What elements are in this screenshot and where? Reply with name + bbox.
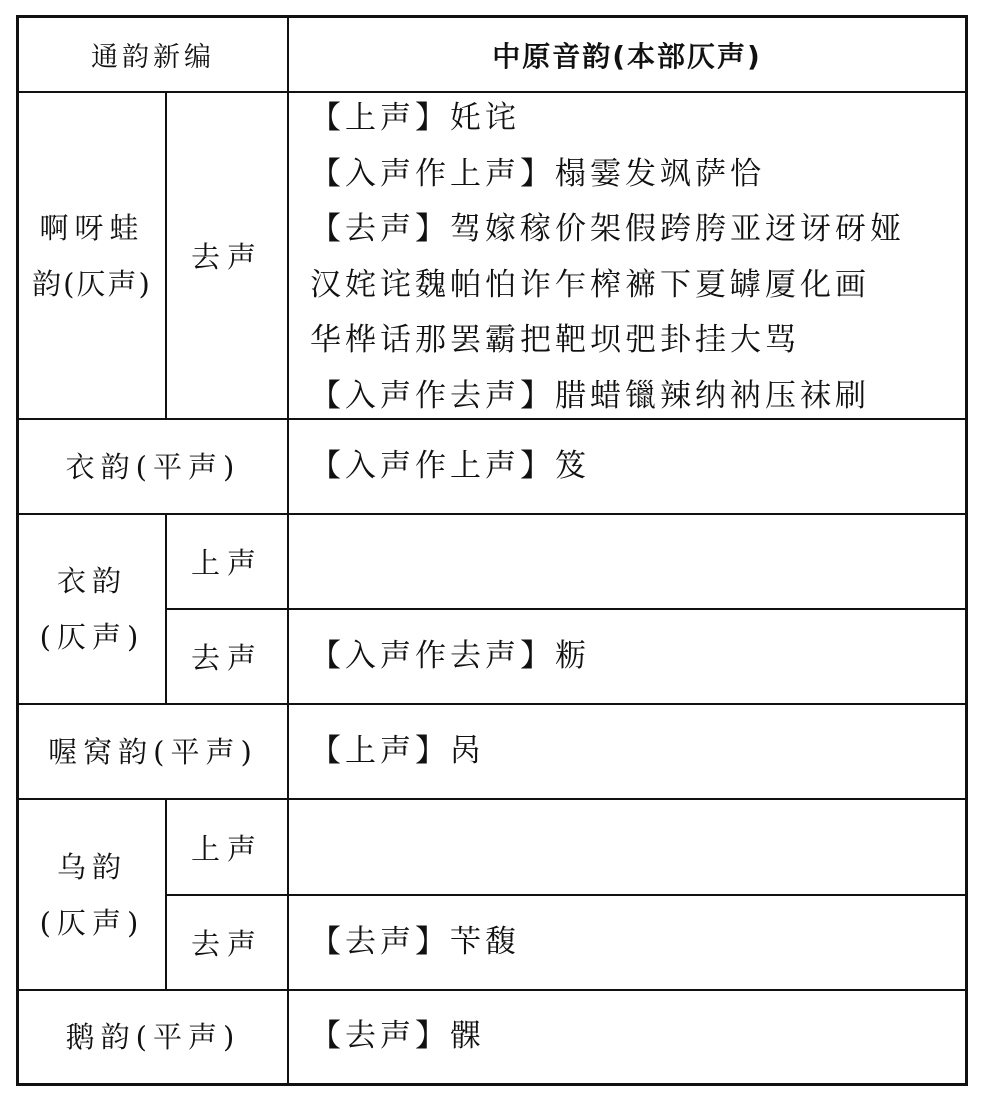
- content-cell: [310, 515, 960, 608]
- content-line: 【入声作去声】腊蜡镴辣纳衲压袜刷: [310, 377, 870, 414]
- group-label: [19, 991, 287, 1083]
- tone-label-text: 上声: [190, 546, 263, 580]
- content-line: 【去声】苄馥: [310, 923, 520, 960]
- tone-label: [167, 800, 287, 894]
- table-border-bottom: [16, 1083, 968, 1086]
- tone-label-text: 去声: [190, 927, 263, 961]
- group-label: [19, 420, 287, 513]
- group-label-line: (仄声): [39, 620, 145, 654]
- content-cell: [310, 800, 960, 894]
- content-line: 【去声】驾嫁稼价架假跨胯亚迓讶砑娅: [310, 211, 905, 247]
- header-left: [19, 18, 287, 91]
- tone-label: [167, 515, 287, 608]
- group-label-line: 喔窝韵(平声): [48, 734, 258, 769]
- header-right-text: 中原音韵(本部仄声): [492, 39, 762, 73]
- table-border-right: [965, 15, 968, 1086]
- tone-label-text: 去声: [190, 240, 263, 274]
- content-cell: [310, 91, 960, 418]
- tone-label-text: 上声: [190, 831, 263, 866]
- content-cell: [310, 610, 960, 703]
- group-label-line: 鹅韵(平声): [65, 1020, 241, 1054]
- content-cell: [310, 896, 960, 989]
- group-label-line: 衣韵(平声): [65, 449, 241, 484]
- group-label-line: (仄声): [39, 905, 145, 940]
- column-divider: [287, 15, 289, 1086]
- group-label-line: 乌韵: [56, 849, 127, 884]
- content-line: 【上声】呙: [310, 732, 485, 769]
- content-cell: [310, 705, 960, 798]
- content-line: 【去声】髁: [310, 1018, 485, 1055]
- content-line: 汉姹诧魏帕怕诈乍榨褯下夏罅厦化画: [310, 266, 870, 303]
- group-label: [19, 93, 165, 418]
- content-line: 【入声作去声】粝: [310, 637, 590, 674]
- content-line: 【入声作上声】笈: [310, 447, 590, 484]
- tone-label: [167, 93, 287, 418]
- content-line: 华桦话那罢霸把靶坝弝卦挂大骂: [310, 322, 800, 358]
- rhyme-comparison-table: [16, 15, 968, 1086]
- header-left-text: 通韵新编: [91, 42, 215, 73]
- group-label: [19, 515, 165, 703]
- content-line: 【入声作上声】榻霎发飒萨恰: [310, 155, 765, 192]
- group-label-line: 韵(仄声): [32, 266, 152, 301]
- header-right: [289, 18, 965, 91]
- tone-label: [167, 896, 287, 989]
- content-cell: [310, 420, 960, 513]
- group-label-line: 衣韵: [56, 564, 127, 598]
- tone-label: [167, 610, 287, 703]
- group-label: [19, 705, 287, 798]
- group-label: [19, 800, 165, 989]
- content-cell: [310, 991, 960, 1083]
- group-label-line: 啊呀蛙: [39, 210, 145, 245]
- tone-label-text: 去声: [190, 641, 263, 675]
- content-line: 【上声】奼诧: [310, 100, 520, 136]
